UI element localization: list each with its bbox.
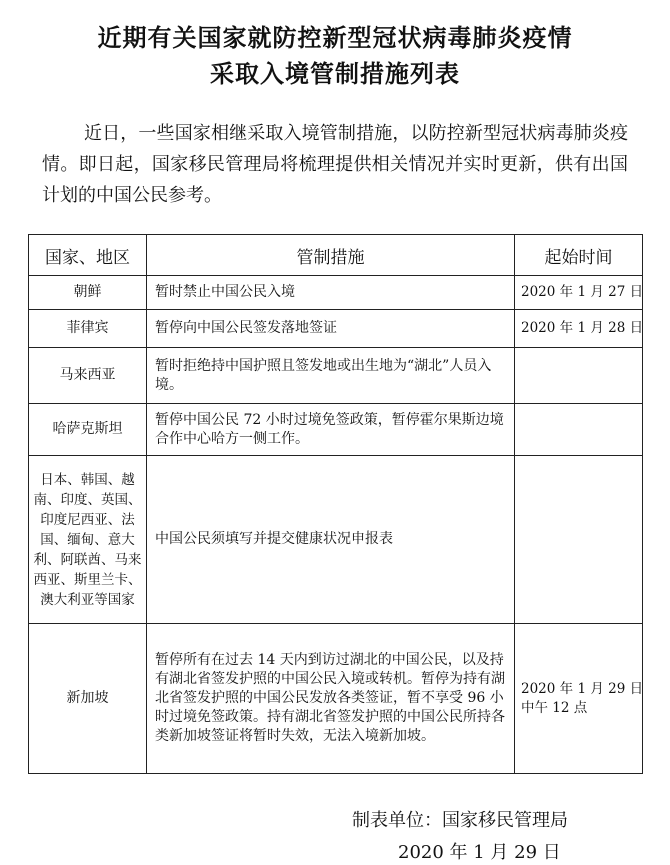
- title-line-1: 近期有关国家就防控新型冠状病毒肺炎疫情: [97, 24, 573, 52]
- header-start-time: 起始时间: [515, 235, 643, 276]
- cell-measure: 暂时拒绝持中国护照且签发地或出生地为“湖北”人员入境。: [147, 348, 515, 404]
- cell-start-time: 2020 年 1 月 28 日: [515, 310, 643, 348]
- cell-measure: 中国公民须填写并提交健康状况申报表: [147, 456, 515, 624]
- cell-start-time: [515, 624, 643, 774]
- start-time-line-2: 中午 12 点: [521, 699, 588, 716]
- cell-country: 马来西亚: [29, 348, 147, 404]
- cell-measure: 暂停中国公民 72 小时过境免签政策，暂停霍尔果斯边境合作中心哈方一侧工作。: [147, 404, 515, 456]
- cell-start-time: [515, 348, 643, 404]
- intro-paragraph: 近日，一些国家相继采取入境管制措施，以防控新型冠状病毒肺炎疫情。即日起，国家移民管理局将梳理提供相关情况并实时更新，供有出国计划的中国公民参考。: [42, 123, 628, 206]
- table-row: [29, 276, 643, 310]
- table-row: [29, 456, 643, 624]
- header-measure: 管制措施: [147, 235, 515, 276]
- page-title: [0, 20, 670, 92]
- cell-start-time: [515, 456, 643, 624]
- cell-start-time: [515, 404, 643, 456]
- table-row: [29, 404, 643, 456]
- cell-start-time: 2020 年 1 月 27 日: [515, 276, 643, 310]
- cell-country: 新加坡: [29, 624, 147, 774]
- cell-country: 菲律宾: [29, 310, 147, 348]
- table-row: [29, 310, 643, 348]
- control-measures-table: [28, 234, 643, 774]
- cell-country: 日本、韩国、越南、印度、英国、印度尼西亚、法国、缅甸、意大利、阿联酋、马来西亚、斯里兰卡、澳大利亚等国家: [29, 456, 147, 624]
- cell-measure: 暂停向中国公民签发落地签证: [147, 310, 515, 348]
- table-row: [29, 348, 643, 404]
- title-line-2: 采取入境管制措施列表: [210, 60, 460, 88]
- table-row: [29, 624, 643, 774]
- issue-date: 2020 年 1 月 29 日: [398, 842, 561, 863]
- cell-measure: 暂停所有在过去 14 天内到访过湖北的中国公民，以及持有湖北省签发护照的中国公民入境或转机。暂停为持有湖北省签发护照的中国公民发放各类签证，暂不享受 96 小时过境免签政策。持有湖北省签发护照的中国公民所持各类新加坡签证将暂时失效，无法入境新加坡。: [147, 624, 515, 774]
- table-header-row: [29, 235, 643, 276]
- cell-country: 哈萨克斯坦: [29, 404, 147, 456]
- cell-measure: 暂时禁止中国公民入境: [147, 276, 515, 310]
- header-country: 国家、地区: [29, 235, 147, 276]
- issuer-label: 制表单位：国家移民管理局: [352, 810, 568, 831]
- cell-country: 朝鲜: [29, 276, 147, 310]
- start-time-line-1: 2020 年 1 月 29 日: [521, 680, 644, 697]
